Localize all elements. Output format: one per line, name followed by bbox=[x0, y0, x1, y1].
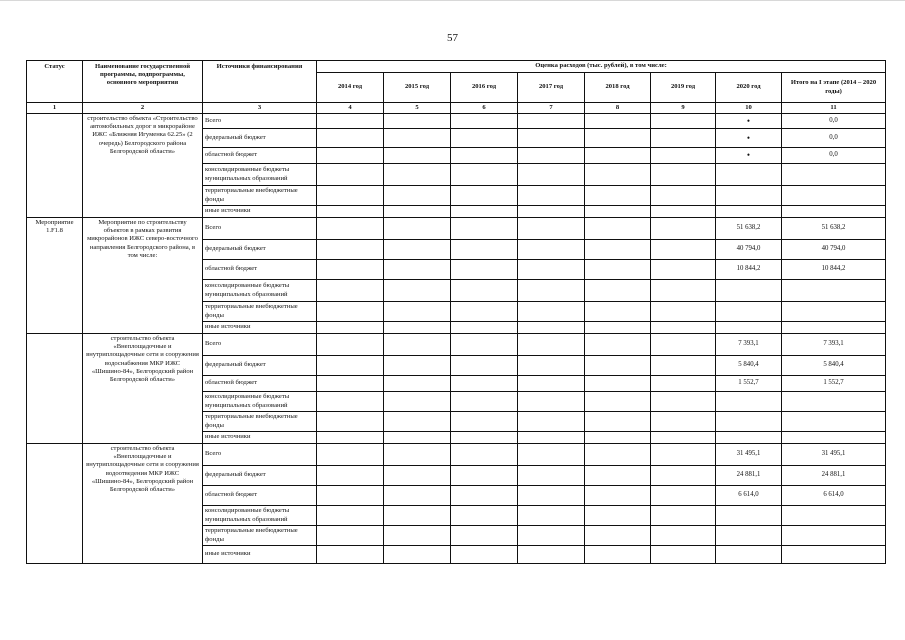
column-number: 11 bbox=[782, 103, 886, 114]
value-cell-empty bbox=[451, 506, 518, 526]
value-cell-empty bbox=[585, 218, 651, 240]
value-cell-empty bbox=[317, 260, 384, 280]
funding-source: областной бюджет bbox=[203, 260, 317, 280]
value-cell-empty bbox=[317, 218, 384, 240]
value-cell-empty bbox=[651, 376, 716, 392]
funding-source: федеральный бюджет bbox=[203, 356, 317, 376]
funding-source: территориальные внебюджетные фонды bbox=[203, 302, 317, 322]
value-cell-empty bbox=[317, 466, 384, 486]
value-cell-empty bbox=[317, 129, 384, 148]
header-year: 2018 год bbox=[585, 73, 651, 103]
value-cell-empty bbox=[585, 526, 651, 546]
value-cell-empty bbox=[518, 334, 585, 356]
value-total bbox=[782, 432, 886, 444]
value-total bbox=[782, 506, 886, 526]
value-total bbox=[782, 186, 886, 206]
value-total bbox=[782, 526, 886, 546]
value-total: 6 614,0 bbox=[782, 486, 886, 506]
value-cell-empty bbox=[451, 129, 518, 148]
funding-source: Всего bbox=[203, 444, 317, 466]
value-2020: • bbox=[716, 114, 782, 129]
value-cell-empty bbox=[451, 466, 518, 486]
value-2020 bbox=[716, 164, 782, 186]
header-name: Наименование государственной программы, подпрограммы, основного мероприятия bbox=[83, 61, 203, 103]
header-year: 2019 год bbox=[651, 73, 716, 103]
value-cell-empty bbox=[384, 206, 451, 218]
value-cell-empty bbox=[518, 218, 585, 240]
funding-source: консолидированные бюджеты муниципальных образований bbox=[203, 164, 317, 186]
value-2020 bbox=[716, 526, 782, 546]
value-cell-empty bbox=[384, 240, 451, 260]
value-total: 31 495,1 bbox=[782, 444, 886, 466]
value-cell-empty bbox=[451, 486, 518, 506]
value-cell-empty bbox=[384, 148, 451, 164]
value-cell-empty bbox=[585, 432, 651, 444]
value-cell-empty bbox=[585, 302, 651, 322]
funding-source: консолидированные бюджеты муниципальных образований bbox=[203, 506, 317, 526]
value-cell-empty bbox=[585, 466, 651, 486]
header-status: Статус bbox=[27, 61, 83, 103]
value-cell-empty bbox=[651, 432, 716, 444]
column-number: 6 bbox=[451, 103, 518, 114]
value-cell-empty bbox=[384, 546, 451, 564]
value-cell-empty bbox=[384, 129, 451, 148]
row-status bbox=[27, 114, 83, 218]
funding-source: федеральный бюджет bbox=[203, 466, 317, 486]
value-cell-empty bbox=[317, 164, 384, 186]
value-cell-empty bbox=[384, 164, 451, 186]
value-cell-empty bbox=[384, 392, 451, 412]
value-cell-empty bbox=[651, 444, 716, 466]
value-cell-empty bbox=[451, 376, 518, 392]
value-cell-empty bbox=[384, 114, 451, 129]
value-cell-empty bbox=[451, 280, 518, 302]
funding-source: иные источники bbox=[203, 546, 317, 564]
header-year: 2017 год bbox=[518, 73, 585, 103]
value-cell-empty bbox=[651, 486, 716, 506]
row-name: строительство объекта «Внеплощадочные и внутриплощадочные сети и сооружения водоснабжения МКР ИЖС «Шишино-84», Белгородский район Белгородской области» bbox=[83, 334, 203, 444]
value-cell-empty bbox=[317, 486, 384, 506]
value-cell-empty bbox=[651, 412, 716, 432]
funding-source: областной бюджет bbox=[203, 148, 317, 164]
table-body bbox=[27, 114, 886, 564]
value-2020 bbox=[716, 322, 782, 334]
value-cell-empty bbox=[451, 114, 518, 129]
table-row bbox=[27, 334, 886, 356]
value-cell-empty bbox=[651, 334, 716, 356]
value-cell-empty bbox=[651, 280, 716, 302]
value-cell-empty bbox=[384, 302, 451, 322]
value-total: 5 840,4 bbox=[782, 356, 886, 376]
value-cell-empty bbox=[585, 186, 651, 206]
value-cell-empty bbox=[585, 486, 651, 506]
value-cell-empty bbox=[585, 322, 651, 334]
table-row bbox=[27, 114, 886, 129]
value-cell-empty bbox=[384, 486, 451, 506]
value-cell-empty bbox=[585, 114, 651, 129]
funding-source: территориальные внебюджетные фонды bbox=[203, 412, 317, 432]
value-cell-empty bbox=[651, 129, 716, 148]
value-cell-empty bbox=[651, 466, 716, 486]
value-total bbox=[782, 302, 886, 322]
header-year: 2015 год bbox=[384, 73, 451, 103]
funding-source: областной бюджет bbox=[203, 486, 317, 506]
value-2020: 24 881,1 bbox=[716, 466, 782, 486]
value-2020: 10 844,2 bbox=[716, 260, 782, 280]
value-total: 0,0 bbox=[782, 148, 886, 164]
row-name: строительство объекта «Строительство автомобильных дорог в микрорайоне ИЖС «Ближняя Игуменка 62.25» (2 очередь) Белгородского района Белгородской области» bbox=[83, 114, 203, 218]
value-cell-empty bbox=[451, 302, 518, 322]
value-2020: 40 794,0 bbox=[716, 240, 782, 260]
table-row bbox=[27, 218, 886, 240]
value-cell-empty bbox=[651, 240, 716, 260]
value-total: 10 844,2 bbox=[782, 260, 886, 280]
value-cell-empty bbox=[585, 206, 651, 218]
column-number: 8 bbox=[585, 103, 651, 114]
value-cell-empty bbox=[585, 260, 651, 280]
funding-source: иные источники bbox=[203, 206, 317, 218]
value-cell-empty bbox=[651, 206, 716, 218]
value-2020: 7 393,1 bbox=[716, 334, 782, 356]
value-cell-empty bbox=[384, 376, 451, 392]
value-cell-empty bbox=[518, 432, 585, 444]
value-cell-empty bbox=[651, 114, 716, 129]
value-cell-empty bbox=[384, 432, 451, 444]
value-cell-empty bbox=[651, 506, 716, 526]
value-cell-empty bbox=[518, 444, 585, 466]
value-cell-empty bbox=[451, 164, 518, 186]
value-cell-empty bbox=[585, 376, 651, 392]
value-total bbox=[782, 392, 886, 412]
value-cell-empty bbox=[518, 240, 585, 260]
value-cell-empty bbox=[651, 302, 716, 322]
value-total bbox=[782, 206, 886, 218]
value-2020 bbox=[716, 412, 782, 432]
value-cell-empty bbox=[317, 376, 384, 392]
header-year: 2016 год bbox=[451, 73, 518, 103]
value-cell-empty bbox=[518, 526, 585, 546]
value-cell-empty bbox=[384, 506, 451, 526]
value-total bbox=[782, 546, 886, 564]
value-cell-empty bbox=[518, 129, 585, 148]
value-cell-empty bbox=[384, 444, 451, 466]
value-cell-empty bbox=[518, 114, 585, 129]
value-cell-empty bbox=[451, 148, 518, 164]
column-number: 3 bbox=[203, 103, 317, 114]
value-cell-empty bbox=[518, 302, 585, 322]
value-cell-empty bbox=[317, 432, 384, 444]
value-cell-empty bbox=[651, 164, 716, 186]
value-2020: 1 552,7 bbox=[716, 376, 782, 392]
value-cell-empty bbox=[317, 444, 384, 466]
value-cell-empty bbox=[317, 392, 384, 412]
funding-source: консолидированные бюджеты муниципальных образований bbox=[203, 392, 317, 412]
value-cell-empty bbox=[317, 302, 384, 322]
value-cell-empty bbox=[518, 186, 585, 206]
value-total: 40 794,0 bbox=[782, 240, 886, 260]
value-cell-empty bbox=[317, 114, 384, 129]
value-total: 1 552,7 bbox=[782, 376, 886, 392]
value-cell-empty bbox=[651, 546, 716, 564]
value-2020 bbox=[716, 546, 782, 564]
value-2020 bbox=[716, 280, 782, 302]
header-estimate: Оценка расходов (тыс. рублей), в том числе: bbox=[317, 61, 886, 73]
header-year: 2020 год bbox=[716, 73, 782, 103]
value-cell-empty bbox=[451, 260, 518, 280]
funding-source: Всего bbox=[203, 114, 317, 129]
value-cell-empty bbox=[451, 444, 518, 466]
value-cell-empty bbox=[451, 432, 518, 444]
value-total: 7 393,1 bbox=[782, 334, 886, 356]
value-total: 51 638,2 bbox=[782, 218, 886, 240]
value-2020: 6 614,0 bbox=[716, 486, 782, 506]
value-2020: 5 840,4 bbox=[716, 356, 782, 376]
value-cell-empty bbox=[317, 334, 384, 356]
value-cell-empty bbox=[451, 218, 518, 240]
value-cell-empty bbox=[317, 506, 384, 526]
value-cell-empty bbox=[384, 334, 451, 356]
value-cell-empty bbox=[317, 546, 384, 564]
value-cell-empty bbox=[651, 260, 716, 280]
header-year: 2014 год bbox=[317, 73, 384, 103]
value-cell-empty bbox=[518, 376, 585, 392]
value-cell-empty bbox=[451, 186, 518, 206]
column-number: 5 bbox=[384, 103, 451, 114]
value-cell-empty bbox=[585, 280, 651, 302]
value-total bbox=[782, 322, 886, 334]
value-2020 bbox=[716, 206, 782, 218]
value-cell-empty bbox=[317, 280, 384, 302]
column-number: 2 bbox=[83, 103, 203, 114]
value-total: 0,0 bbox=[782, 129, 886, 148]
row-status bbox=[27, 444, 83, 564]
value-2020 bbox=[716, 432, 782, 444]
funding-source: территориальные внебюджетные фонды bbox=[203, 186, 317, 206]
value-cell-empty bbox=[651, 148, 716, 164]
value-cell-empty bbox=[451, 206, 518, 218]
value-cell-empty bbox=[518, 546, 585, 564]
column-number: 7 bbox=[518, 103, 585, 114]
value-cell-empty bbox=[451, 356, 518, 376]
value-cell-empty bbox=[317, 206, 384, 218]
value-cell-empty bbox=[585, 506, 651, 526]
value-2020 bbox=[716, 186, 782, 206]
value-cell-empty bbox=[518, 356, 585, 376]
value-cell-empty bbox=[518, 486, 585, 506]
row-name: Мероприятие по строительству объектов в рамках развития микрорайонов ИЖС северо-восточного направления Белгородского района, в том числе: bbox=[83, 218, 203, 334]
value-2020: 51 638,2 bbox=[716, 218, 782, 240]
value-cell-empty bbox=[585, 356, 651, 376]
value-cell-empty bbox=[384, 186, 451, 206]
funding-source: Всего bbox=[203, 334, 317, 356]
value-cell-empty bbox=[451, 526, 518, 546]
funding-source: федеральный бюджет bbox=[203, 240, 317, 260]
value-cell-empty bbox=[651, 526, 716, 546]
column-number: 9 bbox=[651, 103, 716, 114]
value-cell-empty bbox=[518, 322, 585, 334]
value-cell-empty bbox=[518, 506, 585, 526]
column-number: 1 bbox=[27, 103, 83, 114]
value-cell-empty bbox=[585, 164, 651, 186]
value-cell-empty bbox=[585, 444, 651, 466]
value-cell-empty bbox=[317, 148, 384, 164]
value-cell-empty bbox=[384, 356, 451, 376]
value-cell-empty bbox=[384, 466, 451, 486]
value-cell-empty bbox=[585, 334, 651, 356]
value-cell-empty bbox=[451, 334, 518, 356]
value-cell-empty bbox=[585, 412, 651, 432]
value-cell-empty bbox=[518, 148, 585, 164]
row-status bbox=[27, 334, 83, 444]
column-number: 4 bbox=[317, 103, 384, 114]
value-2020 bbox=[716, 392, 782, 412]
value-cell-empty bbox=[518, 392, 585, 412]
page-number: 57 bbox=[447, 32, 458, 44]
value-cell-empty bbox=[451, 412, 518, 432]
value-cell-empty bbox=[384, 218, 451, 240]
value-cell-empty bbox=[518, 412, 585, 432]
value-cell-empty bbox=[384, 526, 451, 546]
funding-source: территориальные внебюджетные фонды bbox=[203, 526, 317, 546]
value-cell-empty bbox=[384, 260, 451, 280]
value-cell-empty bbox=[384, 322, 451, 334]
funding-source: иные источники bbox=[203, 432, 317, 444]
value-total bbox=[782, 412, 886, 432]
table-row bbox=[27, 444, 886, 466]
value-cell-empty bbox=[585, 240, 651, 260]
value-cell-empty bbox=[518, 280, 585, 302]
value-total: 24 881,1 bbox=[782, 466, 886, 486]
value-cell-empty bbox=[317, 412, 384, 432]
value-cell-empty bbox=[518, 164, 585, 186]
value-2020: • bbox=[716, 129, 782, 148]
value-2020: 31 495,1 bbox=[716, 444, 782, 466]
funding-source: областной бюджет bbox=[203, 376, 317, 392]
header-sources: Источники финансирования bbox=[203, 61, 317, 103]
value-total: 0,0 bbox=[782, 114, 886, 129]
value-cell-empty bbox=[585, 148, 651, 164]
value-cell-empty bbox=[317, 186, 384, 206]
value-cell-empty bbox=[384, 412, 451, 432]
value-2020 bbox=[716, 506, 782, 526]
value-cell-empty bbox=[451, 322, 518, 334]
value-cell-empty bbox=[317, 240, 384, 260]
value-cell-empty bbox=[518, 206, 585, 218]
value-cell-empty bbox=[518, 260, 585, 280]
value-cell-empty bbox=[384, 280, 451, 302]
value-cell-empty bbox=[317, 356, 384, 376]
value-cell-empty bbox=[317, 526, 384, 546]
funding-source: иные источники bbox=[203, 322, 317, 334]
value-total bbox=[782, 164, 886, 186]
value-cell-empty bbox=[651, 356, 716, 376]
column-number: 10 bbox=[716, 103, 782, 114]
funding-source: консолидированные бюджеты муниципальных образований bbox=[203, 280, 317, 302]
value-cell-empty bbox=[585, 546, 651, 564]
value-cell-empty bbox=[451, 546, 518, 564]
value-total bbox=[782, 280, 886, 302]
row-status: Мероприятие 1.F1.8 bbox=[27, 218, 83, 334]
row-name: строительство объекта «Внеплощадочные и внутриплощадочные сети и сооружения водоотведения МКР ИЖС «Шишино-84», Белгородский район Белгородской области» bbox=[83, 444, 203, 564]
value-cell-empty bbox=[451, 240, 518, 260]
value-cell-empty bbox=[585, 129, 651, 148]
value-cell-empty bbox=[651, 186, 716, 206]
value-cell-empty bbox=[451, 392, 518, 412]
financing-table bbox=[26, 60, 886, 564]
value-cell-empty bbox=[518, 466, 585, 486]
funding-source: федеральный бюджет bbox=[203, 129, 317, 148]
value-cell-empty bbox=[317, 322, 384, 334]
value-2020 bbox=[716, 302, 782, 322]
value-cell-empty bbox=[651, 322, 716, 334]
value-cell-empty bbox=[651, 392, 716, 412]
funding-source: Всего bbox=[203, 218, 317, 240]
header-year-total: Итого на I этапе (2014 – 2020 годы) bbox=[782, 73, 886, 103]
value-2020: • bbox=[716, 148, 782, 164]
value-cell-empty bbox=[585, 392, 651, 412]
value-cell-empty bbox=[651, 218, 716, 240]
